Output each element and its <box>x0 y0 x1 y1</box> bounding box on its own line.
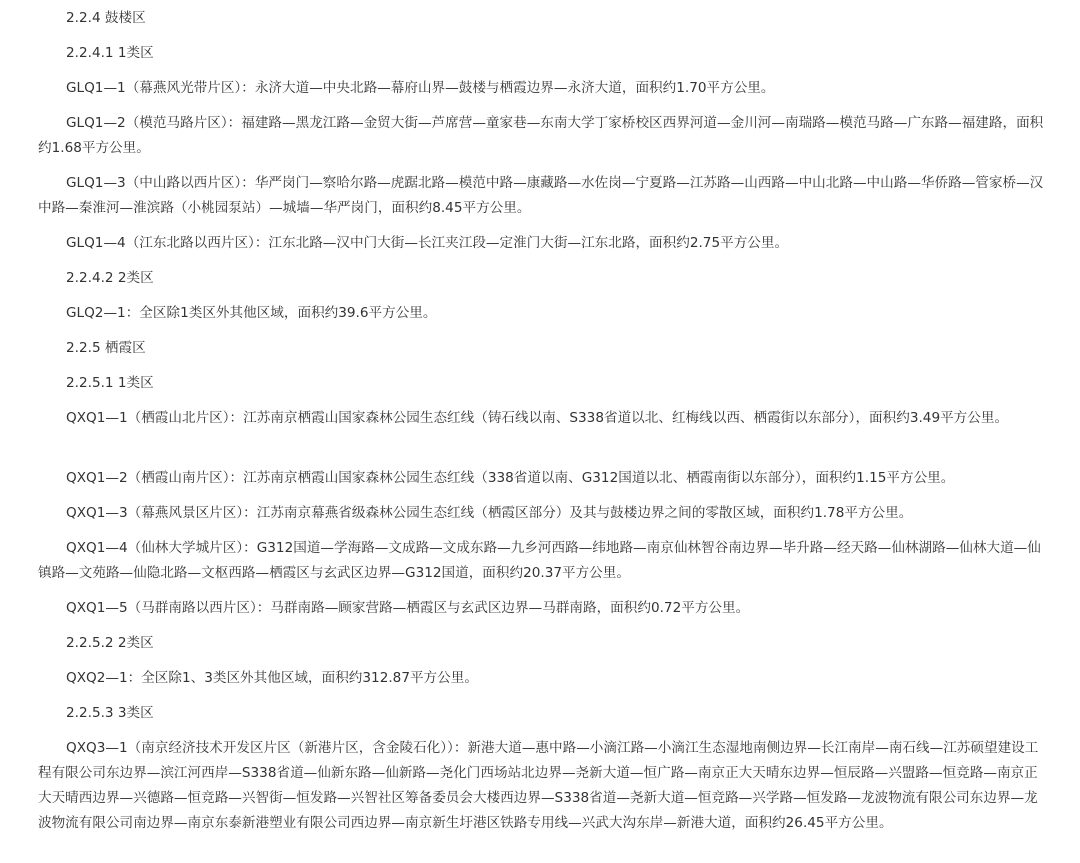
paragraph-qxq1-4: QXQ1—4（仙林大学城片区）：G312国道—学海路—文成路—文成东路—九乡河西路—纬地路—南京仙林智谷南边界—毕升路—经天路—仙林湖路—仙林大道—仙镇路—文苑路—仙隐北路—文枢西路—栖霞区与玄武区边界—G312国道，面积约20.37平方公里。 <box>38 540 1041 581</box>
paragraph-qxq1-1: QXQ1—1（栖霞山北片区）：江苏南京栖霞山国家森林公园生态红线（铸石线以南、S338省道以北、红梅线以西、栖霞街以东部分），面积约3.49平方公里。 <box>66 410 1009 426</box>
paragraph-glq1-1: GLQ1—1（幕燕风光带片区）：永济大道—中央北路—幕府山界—鼓楼与栖霞边界—永济大道，面积约1.70平方公里。 <box>66 80 775 96</box>
paragraph-glq1-3: GLQ1—3（中山路以西片区）：华严岗门—察哈尔路—虎踞北路—模范中路—康藏路—水佐岗—宁夏路—江苏路—山西路—中山北路—中山路—华侨路—管家桥—汉中路—秦淮河—淮滨路（小桃园泵站）—城墙—华严岗门，面积约8.45平方公里。 <box>38 175 1044 216</box>
subsection-heading-class3: 2.2.5.3 3类区 <box>66 705 154 721</box>
paragraph-qxq1-2: QXQ1—2（栖霞山南片区）：江苏南京栖霞山国家森林公园生态红线（338省道以南、G312国道以北、栖霞南街以东部分），面积约1.15平方公里。 <box>66 470 955 486</box>
paragraph-glq1-2: GLQ1—2（模范马路片区）：福建路—黑龙江路—金贸大街—芦席营—童家巷—东南大学丁家桥校区西界河道—金川河—南瑞路—模范马路—广东路—福建路，面积约1.68平方公里。 <box>38 115 1044 156</box>
subsection-heading-class2: 2.2.4.2 2类区 <box>66 270 154 286</box>
section-heading-qixia: 2.2.5 栖霞区 <box>66 340 146 356</box>
paragraph-qxq1-3: QXQ1—3（幕燕风景区片区）：江苏南京幕燕省级森林公园生态红线（栖霞区部分）及其与鼓楼边界之间的零散区域，面积约1.78平方公里。 <box>66 505 913 521</box>
paragraph-glq1-4: GLQ1—4（江东北路以西片区）：江东北路—汉中门大街—长江夹江段—定淮门大街—江东北路，面积约2.75平方公里。 <box>66 235 789 251</box>
subsection-heading-class2: 2.2.5.2 2类区 <box>66 635 154 651</box>
paragraph-qxq2-1: QXQ2—1：全区除1、3类区外其他区域，面积约312.87平方公里。 <box>66 670 478 686</box>
subsection-heading-class1: 2.2.4.1 1类区 <box>66 45 154 61</box>
section-heading-gulou: 2.2.4 鼓楼区 <box>66 10 146 26</box>
paragraph-qxq1-5: QXQ1—5（马群南路以西片区）：马群南路—顾家营路—栖霞区与玄武区边界—马群南路，面积约0.72平方公里。 <box>66 600 750 616</box>
subsection-heading-class1: 2.2.5.1 1类区 <box>66 375 154 391</box>
paragraph-qxq3-1: QXQ3—1（南京经济技术开发区片区（新港片区，含金陵石化））：新港大道—惠中路—小滴江路—小滴江生态湿地南侧边界—长江南岸—南石线—江苏硕望建设工程有限公司东边界—滨江河西岸—S338省道—仙新东路—仙新路—尧化门西场站北边界—尧新大道—恒广路—南京正大天晴东边界—恒辰路—兴盟路—恒竞路—南京正大天晴西边界—兴德路—恒竞路—兴智街—恒发路—兴智社区筹备委员会大楼西边界—S338省道—尧新大道—恒竞路—兴学路—恒发路—龙波物流有限公司东边界—龙波物流有限公司南边界—南京东泰新港塑业有限公司西边界—南京新生圩港区铁路专用线—兴武大沟东岸—新港大道，面积约26.45平方公里。 <box>38 740 1039 831</box>
paragraph-glq2-1: GLQ2—1：全区除1类区外其他区域，面积约39.6平方公里。 <box>66 305 437 321</box>
